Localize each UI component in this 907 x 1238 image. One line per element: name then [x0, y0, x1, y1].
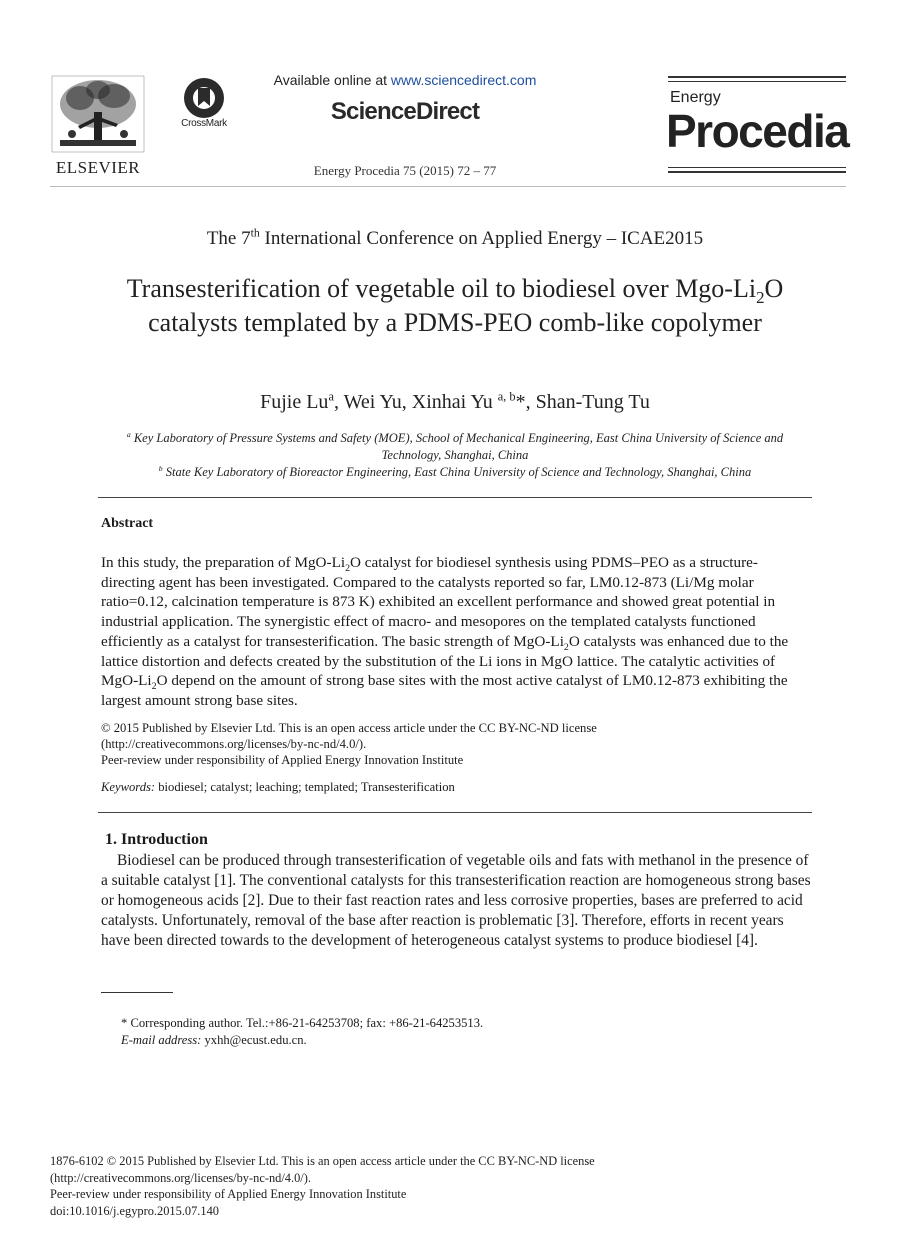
abstract-sub-3: 2	[151, 681, 157, 693]
abstract-sub-1: 2	[345, 563, 351, 575]
email-address[interactable]: yxhh@ecust.edu.cn.	[201, 1033, 307, 1047]
abstract-text-3: O catalysts was enhanced due to the lattice distortion and defects created by the substitution of the Li ions in MgO lattice. The catalytic activities of MgO-Li	[101, 632, 789, 690]
email-label: E-mail address:	[121, 1033, 202, 1047]
journal-name: Procedia	[666, 105, 849, 157]
author-2-3: , Wei Yu, Xinhai Yu	[333, 391, 498, 413]
procedia-rule	[668, 76, 846, 78]
keywords-label: Keywords:	[101, 780, 156, 794]
abstract-text-1: In this study, the preparation of MgO-Li	[101, 554, 346, 571]
affiliation-b-text: State Key Laboratory of Bioreactor Engineering, East China University of Science and Technology, Shanghai, China	[162, 465, 752, 479]
abstract-bottom-rule	[98, 812, 812, 813]
affiliation-a-text: Key Laboratory of Pressure Systems and Safety (MOE), School of Mechanical Engineering, East China University of Science and Technology, Shanghai, China	[130, 431, 784, 462]
license-line: © 2015 Published by Elsevier Ltd. This is an open access article under the CC BY-NC-ND license	[101, 721, 597, 735]
abstract-sub-2: 2	[563, 641, 569, 653]
title-part1: Transesterification of vegetable oil to biodiesel over Mgo-Li	[126, 274, 757, 303]
corresponding-mark: *	[515, 391, 526, 413]
crossmark-label: CrossMark	[181, 118, 227, 129]
footnote-rule	[101, 992, 173, 993]
available-online	[250, 72, 560, 88]
peer-review: Peer-review under responsibility of Applied Energy Innovation Institute	[101, 753, 464, 767]
procedia-rule	[668, 167, 846, 168]
affiliation-b	[98, 464, 812, 481]
author-list	[100, 391, 810, 414]
conference-prefix: The 7	[206, 228, 251, 249]
sciencedirect-link[interactable]: www.sciencedirect.com	[390, 72, 537, 88]
procedia-rule	[668, 171, 846, 173]
journal-series: Energy	[670, 89, 721, 106]
conference-sup: th	[250, 226, 260, 240]
procedia-rule	[668, 81, 846, 82]
license-url[interactable]: (http://creativecommons.org/licenses/by-nc-nd/4.0/).	[101, 737, 367, 751]
email-line	[121, 1032, 811, 1049]
affiliations	[98, 430, 812, 481]
author-1-affil: a	[328, 389, 334, 404]
abstract-top-rule	[98, 497, 812, 498]
elsevier-logo	[50, 74, 146, 180]
paper-title	[100, 272, 810, 340]
header-divider	[50, 186, 846, 187]
footer-peer-review: Peer-review under responsibility of Applied Energy Innovation Institute	[50, 1187, 407, 1201]
author-4: , Shan-Tung Tu	[525, 391, 650, 413]
title-sub: 2	[756, 288, 765, 308]
footer-license: 1876-6102 © 2015 Published by Elsevier Ltd. This is an open access article under the CC BY-NC-ND license	[50, 1154, 595, 1168]
introduction-body: Biodiesel can be produced through transesterification of vegetable oils and fats with methanol in the presence of a suitable catalyst [1]. The conventional catalysts for this transesterification reaction are homogeneous strong bases or homogeneous acids [2]. Due to their fast reaction rates and less corrosive properties, bases are preferred to acid catalysts. Unfortunately, removal of the base after reaction is problematic [3]. Therefore, efforts in recent years have been directed towards to the development of heterogeneous catalyst systems to produce biodiesel [4].	[101, 852, 811, 949]
page-footer	[50, 1153, 850, 1219]
elsevier-tree-icon	[50, 74, 146, 154]
conference-title	[60, 228, 850, 250]
author-3-affil: a, b	[497, 389, 516, 404]
available-prefix: Available online at	[273, 72, 391, 88]
footer-license-url[interactable]: (http://creativecommons.org/licenses/by-nc-nd/4.0/).	[50, 1170, 311, 1185]
keywords-list: biodiesel; catalyst; leaching; templated; Transesterification	[155, 780, 455, 794]
conference-suffix: International Conference on Applied Energy – ICAE2015	[259, 228, 704, 249]
abstract-heading: Abstract	[101, 516, 154, 531]
abstract-body	[101, 553, 811, 711]
footer-doi[interactable]: doi:10.1016/j.egypro.2015.07.140	[50, 1203, 219, 1218]
affiliation-a	[98, 430, 812, 464]
corresponding-author: * Corresponding author. Tel.:+86-21-64253708; fax: +86-21-64253513.	[121, 1016, 484, 1030]
journal-reference: Energy Procedia 75 (2015) 72 – 77	[313, 163, 497, 178]
title-part2: O catalysts templated by a PDMS-PEO comb-like copolymer	[148, 274, 784, 337]
author-1: Fujie Lu	[260, 391, 329, 413]
license-block	[101, 720, 811, 768]
publisher-name: ELSEVIER	[55, 158, 141, 177]
abstract-text-2: O catalyst for biodiesel synthesis using PDMS–PEO as a structure-directing agent has been investigated. Compared to the catalysts reported so far, LM0.12-873 (Li/Mg molar ratio=0.12, calcination temperature is 873 K) exhibited an excellent performance and showed great potential in industrial application. The synergistic effect of macro- and mesopores on the templated catalysts functioned efficiently as a catalyst for transesterification. The basic strength of MgO-Li	[101, 554, 776, 650]
sciencedirect-brand: ScienceDirect	[330, 98, 480, 125]
abstract-text-4: O depend on the amount of strong base sites with the most active catalyst of LM0.12-873 exhibiting the largest amount strong base sites.	[101, 672, 788, 709]
affiliation-b-mark: b	[158, 463, 163, 473]
keywords	[101, 780, 811, 795]
affiliation-a-mark: a	[126, 429, 131, 439]
section-heading-introduction: 1. Introduction	[105, 831, 208, 848]
footnote	[121, 1015, 811, 1049]
